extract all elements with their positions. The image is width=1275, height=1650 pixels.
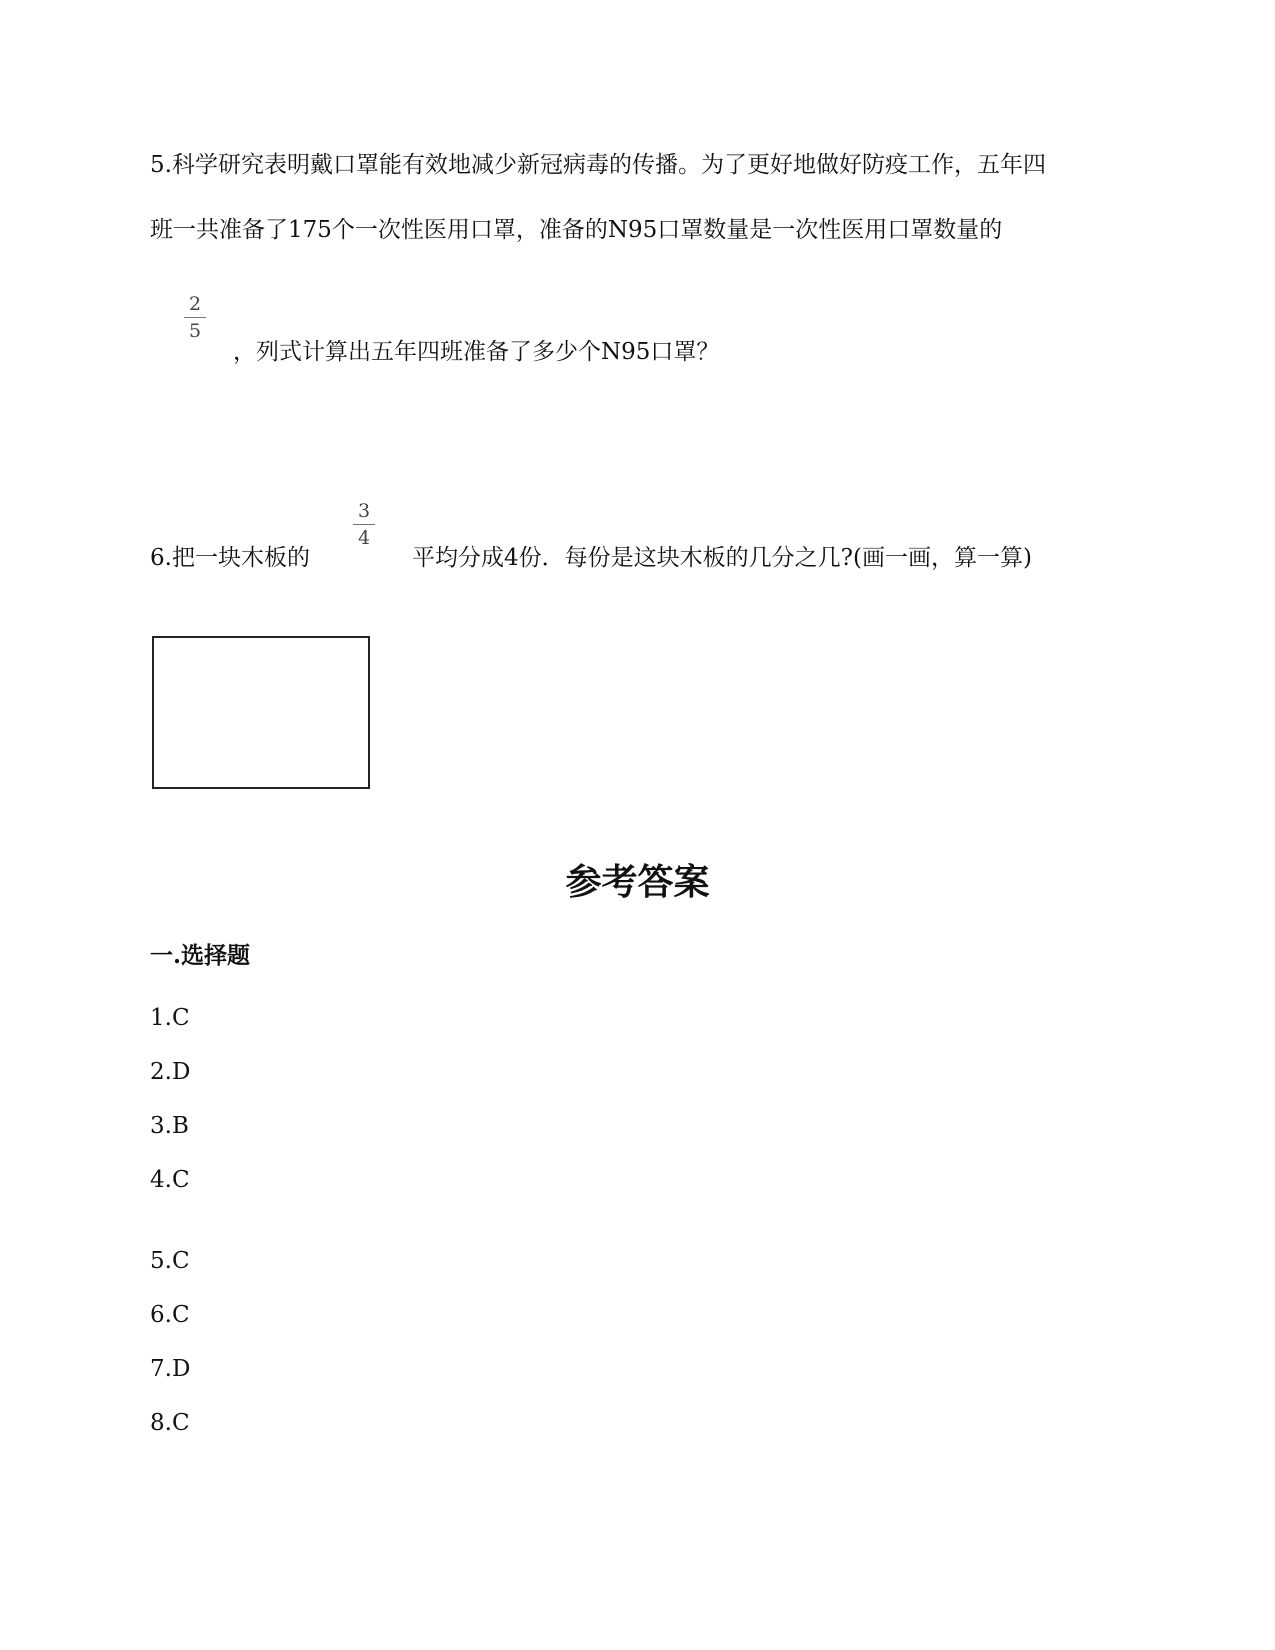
section-title-multiple-choice: 一.选择题: [150, 942, 251, 969]
answer-item: 3.B: [150, 1113, 189, 1139]
fraction-bar: [184, 317, 206, 318]
answers-heading: 参考答案: [565, 861, 710, 903]
fraction-bar: [353, 524, 375, 525]
fraction-denominator: 5: [188, 320, 202, 342]
board-drawing-box: [152, 636, 370, 789]
fraction-numerator: 3: [357, 500, 371, 522]
answer-item: 4.C: [150, 1167, 190, 1193]
answer-item: 1.C: [150, 1005, 190, 1031]
answer-item: 6.C: [150, 1302, 190, 1328]
question-6-suffix: 平均分成4份．每份是这块木板的几分之几?(画一画，算一算): [412, 545, 1032, 571]
answer-item: 8.C: [150, 1410, 190, 1436]
fraction-numerator: 2: [188, 293, 202, 315]
answer-item: 2.D: [150, 1059, 191, 1085]
answer-item: 5.C: [150, 1248, 190, 1274]
question-6-prefix: 6.把一块木板的: [150, 545, 310, 571]
fraction-denominator: 4: [357, 527, 371, 549]
fraction-three-quarters: [352, 500, 376, 549]
question-5-line-1: 5.科学研究表明戴口罩能有效地减少新冠病毒的传播。为了更好地做好防疫工作，五年四: [150, 152, 1046, 178]
fraction-two-fifths: [183, 293, 207, 342]
question-5-line-2: 班一共准备了175个一次性医用口罩，准备的N95口罩数量是一次性医用口罩数量的: [150, 217, 1003, 243]
answer-item: 7.D: [150, 1356, 191, 1382]
question-5-line-3: ，列式计算出五年四班准备了多少个N95口罩？: [233, 339, 720, 365]
